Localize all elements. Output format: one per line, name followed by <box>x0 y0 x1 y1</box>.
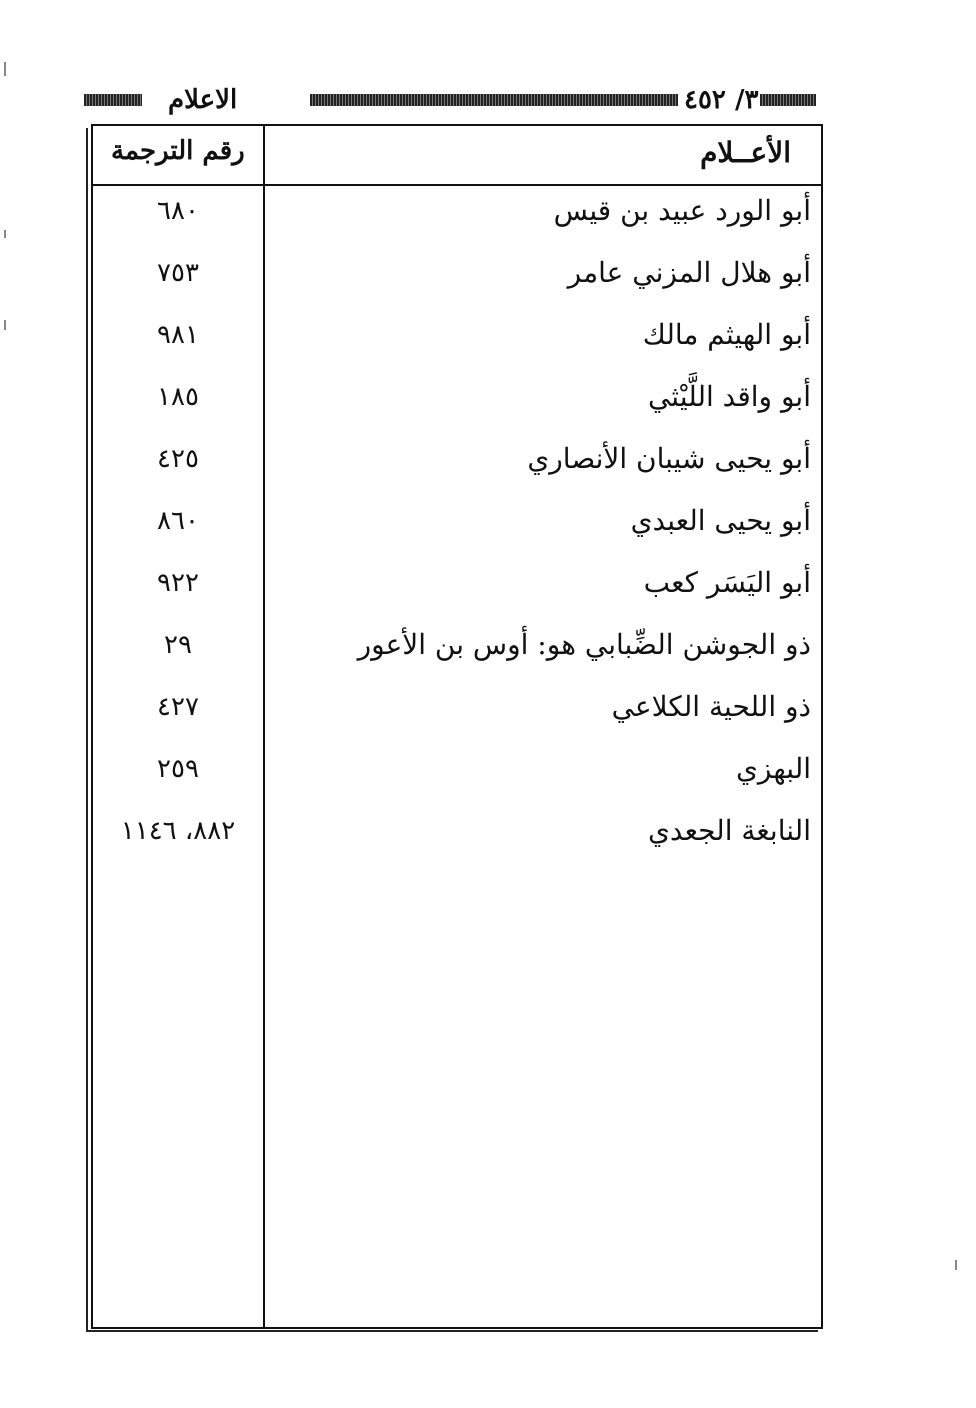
table-row <box>93 186 821 248</box>
table-row <box>93 434 821 496</box>
scan-mark <box>4 320 6 330</box>
table-row <box>93 744 821 806</box>
person-name: البهزي <box>735 752 811 785</box>
table-row <box>93 682 821 744</box>
entry-number: ١٨٥ <box>157 382 199 412</box>
person-name: أبو واقد اللَّيْثي <box>647 380 811 413</box>
header-rule-middle <box>310 94 678 106</box>
person-name: أبو هلال المزني عامر <box>567 256 811 289</box>
scan-mark <box>4 62 6 76</box>
person-name: أبو يحيى شيبان الأنصاري <box>527 442 811 475</box>
person-name: أبو يحيى العبدي <box>630 504 811 537</box>
table-row <box>93 620 821 682</box>
page-header <box>80 86 818 114</box>
table-row <box>93 310 821 372</box>
person-name: ذو الجوشن الضِّبابي هو: أوس بن الأعور <box>357 628 811 661</box>
table-row <box>93 558 821 620</box>
header-rule-right <box>760 94 816 106</box>
column-header-names: الأعــلام <box>700 136 791 169</box>
entry-number: ٤٢٥ <box>157 444 199 474</box>
header-rule-left <box>84 94 142 106</box>
table-row <box>93 806 821 868</box>
person-name: النابغة الجعدي <box>647 814 811 847</box>
table-row <box>93 248 821 310</box>
scan-mark <box>955 1260 957 1270</box>
index-table <box>91 124 823 1329</box>
column-header-numbers: رقم الترجمة <box>111 136 245 166</box>
person-name: أبو الورد عبيد بن قيس <box>553 194 811 227</box>
scan-mark <box>4 230 6 238</box>
entry-number: ٨٨٢، ١١٤٦ <box>120 816 236 846</box>
person-name: أبو اليَسَر كعب <box>643 566 811 599</box>
person-name: أبو الهيثم مالك <box>642 318 811 351</box>
entry-number: ٨٦٠ <box>157 506 199 536</box>
entry-number: ٧٥٣ <box>157 258 199 288</box>
entry-number: ٢٩ <box>164 630 192 660</box>
entry-number: ٩٨١ <box>157 320 199 350</box>
section-title: الاعلام <box>168 85 238 115</box>
entry-number: ٦٨٠ <box>157 196 199 226</box>
page-reference: ٣/ ٤٥٢ <box>684 85 759 115</box>
table-row <box>93 372 821 434</box>
entry-number: ٩٢٢ <box>157 568 199 598</box>
table-row <box>93 496 821 558</box>
entry-number: ٢٥٩ <box>157 754 199 784</box>
entry-number: ٤٢٧ <box>157 692 199 722</box>
person-name: ذو اللحية الكلاعي <box>611 690 811 723</box>
